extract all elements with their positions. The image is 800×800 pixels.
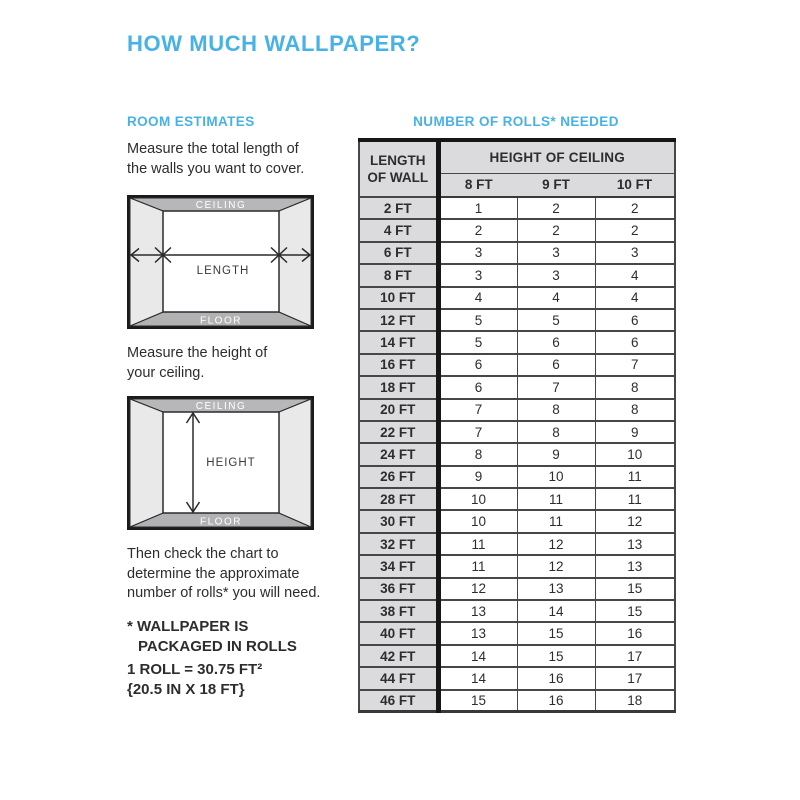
rolls-value-cell: 3 [595, 242, 675, 264]
rolls-value-cell: 17 [595, 667, 675, 689]
length-of-wall-header: LENGTH OF WALL [359, 140, 438, 197]
rolls-value-cell: 4 [438, 287, 517, 309]
wall-length-cell: 22 FT [359, 421, 438, 443]
wall-length-cell: 40 FT [359, 622, 438, 644]
rolls-value-cell: 8 [438, 443, 517, 465]
rolls-value-cell: 11 [438, 555, 517, 577]
rolls-value-cell: 12 [438, 578, 517, 600]
rolls-value-cell: 17 [595, 645, 675, 667]
rolls-value-cell: 12 [595, 510, 675, 532]
rolls-value-cell: 2 [517, 219, 595, 241]
height-diagram [127, 396, 314, 535]
table-row [359, 287, 675, 309]
table-row [359, 622, 675, 644]
rolls-value-cell: 13 [517, 578, 595, 600]
table-row [359, 578, 675, 600]
rolls-value-cell: 13 [438, 622, 517, 644]
instruction-check-chart: Then check the chart to determine the approximate number of rolls* you will need. [127, 546, 321, 601]
rolls-value-cell: 6 [517, 331, 595, 353]
rolls-value-cell: 10 [438, 510, 517, 532]
wall-length-cell: 16 FT [359, 354, 438, 376]
room-estimates-heading: ROOM ESTIMATES [127, 114, 255, 129]
rolls-value-cell: 2 [595, 219, 675, 241]
rolls-value-cell: 4 [517, 287, 595, 309]
column-header-10ft: 10 FT [595, 173, 675, 197]
rolls-value-cell: 7 [517, 376, 595, 398]
rolls-value-cell: 6 [438, 354, 517, 376]
rolls-value-cell: 14 [438, 667, 517, 689]
rolls-table [358, 138, 676, 713]
table-row [359, 533, 675, 555]
rolls-value-cell: 9 [595, 421, 675, 443]
rolls-value-cell: 11 [517, 488, 595, 510]
rolls-value-cell: 2 [517, 197, 595, 219]
table-row [359, 667, 675, 689]
rolls-value-cell: 4 [595, 264, 675, 286]
wall-length-cell: 28 FT [359, 488, 438, 510]
wall-length-cell: 46 FT [359, 690, 438, 712]
left-wall-panel [130, 399, 163, 527]
height-of-ceiling-header: HEIGHT OF CEILING [438, 140, 675, 173]
wall-length-cell: 14 FT [359, 331, 438, 353]
rolls-value-cell: 9 [517, 443, 595, 465]
table-row [359, 219, 675, 241]
rolls-value-cell: 15 [438, 690, 517, 712]
wall-length-cell: 12 FT [359, 309, 438, 331]
wallpaper-footnote: * WALLPAPER IS PACKAGED IN ROLLS [127, 618, 297, 655]
rolls-value-cell: 15 [517, 645, 595, 667]
wall-length-cell: 2 FT [359, 197, 438, 219]
rolls-value-cell: 11 [517, 510, 595, 532]
rolls-table-body [359, 197, 675, 712]
ceiling-label: CEILING [195, 200, 247, 211]
rolls-value-cell: 10 [595, 443, 675, 465]
rolls-value-cell: 11 [595, 466, 675, 488]
rolls-value-cell: 2 [438, 219, 517, 241]
wall-length-cell: 42 FT [359, 645, 438, 667]
rolls-value-cell: 12 [517, 533, 595, 555]
rolls-value-cell: 1 [438, 197, 517, 219]
right-wall-panel [279, 198, 311, 326]
floor-label: FLOOR [200, 516, 242, 528]
rolls-value-cell: 13 [438, 600, 517, 622]
table-row [359, 466, 675, 488]
table-row [359, 690, 675, 712]
rolls-value-cell: 16 [517, 690, 595, 712]
wall-length-cell: 36 FT [359, 578, 438, 600]
table-row [359, 488, 675, 510]
rolls-value-cell: 16 [595, 622, 675, 644]
rolls-value-cell: 11 [438, 533, 517, 555]
instruction-measure-length: Measure the total length of the walls you want to cover. [127, 141, 305, 177]
room-height-illustration [127, 396, 314, 530]
table-row [359, 242, 675, 264]
length-diagram [127, 195, 314, 334]
wall-length-cell: 18 FT [359, 376, 438, 398]
wall-length-cell: 8 FT [359, 264, 438, 286]
rolls-value-cell: 11 [595, 488, 675, 510]
roll-size-info: 1 ROLL = 30.75 FT² {20.5 IN X 18 FT} [127, 661, 263, 698]
rolls-value-cell: 4 [595, 287, 675, 309]
table-row [359, 354, 675, 376]
rolls-needed-heading: NUMBER OF ROLLS* NEEDED [413, 114, 619, 129]
rolls-value-cell: 9 [438, 466, 517, 488]
rolls-value-cell: 6 [595, 331, 675, 353]
rolls-value-cell: 8 [517, 399, 595, 421]
rolls-value-cell: 14 [438, 645, 517, 667]
wall-length-cell: 44 FT [359, 667, 438, 689]
wall-length-cell: 38 FT [359, 600, 438, 622]
column-header-8ft: 8 FT [438, 173, 517, 197]
wall-length-cell: 32 FT [359, 533, 438, 555]
table-row [359, 510, 675, 532]
rolls-value-cell: 10 [517, 466, 595, 488]
rolls-value-cell: 3 [438, 242, 517, 264]
rolls-value-cell: 7 [438, 421, 517, 443]
rolls-value-cell: 18 [595, 690, 675, 712]
table-row [359, 399, 675, 421]
wall-length-cell: 20 FT [359, 399, 438, 421]
rolls-value-cell: 15 [595, 578, 675, 600]
rolls-value-cell: 6 [438, 376, 517, 398]
page-title: HOW MUCH WALLPAPER? [127, 31, 421, 56]
rolls-value-cell: 6 [595, 309, 675, 331]
rolls-value-cell: 5 [438, 331, 517, 353]
rolls-value-cell: 8 [595, 399, 675, 421]
table-row [359, 309, 675, 331]
rolls-value-cell: 10 [438, 488, 517, 510]
right-wall-panel [279, 399, 311, 527]
column-header-9ft: 9 FT [517, 173, 595, 197]
left-wall-panel [130, 198, 163, 326]
table-row [359, 197, 675, 219]
rolls-value-cell: 8 [517, 421, 595, 443]
rolls-value-cell: 5 [438, 309, 517, 331]
wall-length-cell: 34 FT [359, 555, 438, 577]
rolls-value-cell: 14 [517, 600, 595, 622]
floor-label: FLOOR [200, 315, 242, 327]
length-label: LENGTH [196, 265, 250, 277]
back-wall-panel [163, 211, 279, 312]
rolls-value-cell: 5 [517, 309, 595, 331]
rolls-value-cell: 13 [595, 533, 675, 555]
rolls-value-cell: 7 [438, 399, 517, 421]
height-label: HEIGHT [206, 457, 256, 469]
wall-length-cell: 4 FT [359, 219, 438, 241]
rolls-value-cell: 8 [595, 376, 675, 398]
rolls-value-cell: 13 [595, 555, 675, 577]
table-row [359, 421, 675, 443]
rolls-value-cell: 3 [517, 242, 595, 264]
rolls-value-cell: 2 [595, 197, 675, 219]
instruction-measure-height: Measure the height of your ceiling. [127, 345, 268, 381]
rolls-value-cell: 3 [438, 264, 517, 286]
table-row [359, 600, 675, 622]
rolls-value-cell: 16 [517, 667, 595, 689]
wall-length-cell: 6 FT [359, 242, 438, 264]
rolls-value-cell: 6 [517, 354, 595, 376]
wall-length-cell: 10 FT [359, 287, 438, 309]
rolls-value-cell: 15 [517, 622, 595, 644]
wall-length-cell: 26 FT [359, 466, 438, 488]
rolls-value-cell: 3 [517, 264, 595, 286]
wall-length-cell: 30 FT [359, 510, 438, 532]
rolls-value-cell: 12 [517, 555, 595, 577]
room-length-illustration [127, 195, 314, 329]
table-row [359, 264, 675, 286]
table-row [359, 376, 675, 398]
table-row [359, 443, 675, 465]
table-row [359, 645, 675, 667]
wall-length-cell: 24 FT [359, 443, 438, 465]
table-row [359, 331, 675, 353]
rolls-value-cell: 15 [595, 600, 675, 622]
rolls-value-cell: 7 [595, 354, 675, 376]
ceiling-label: CEILING [195, 401, 247, 412]
table-row [359, 555, 675, 577]
